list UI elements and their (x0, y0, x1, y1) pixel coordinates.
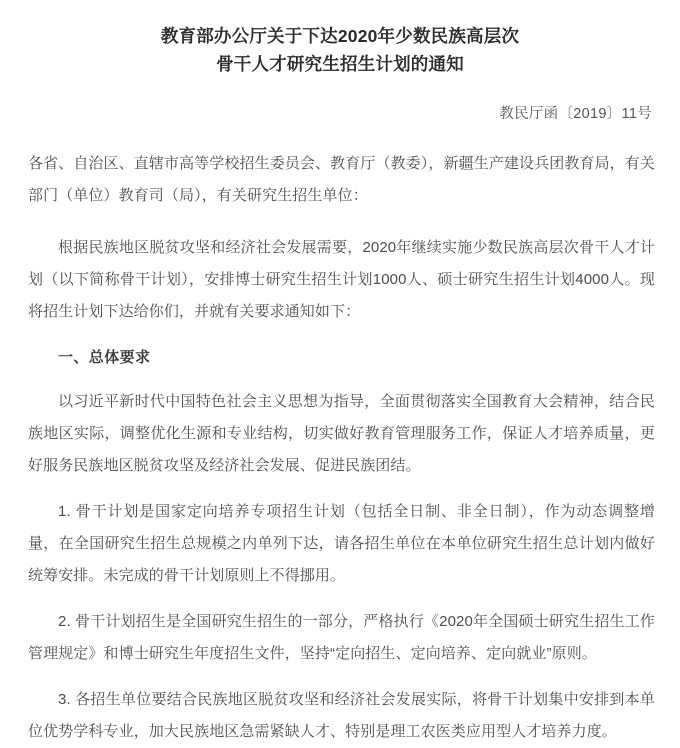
document-title (0, 0, 680, 78)
section-item-2: 2. 骨干计划招生是全国研究生招生的一部分，严格执行《2020年全国硕士研究生招生工作管理规定》和博士研究生年度招生文件，坚持“定向招生、定向培养、定向就业”原则。 (28, 613, 655, 662)
document-serial-number: 教民厅函〔2019〕11号 (499, 106, 652, 122)
addressee-paragraph: 各省、自治区、直辖市高等学校招生委员会、教育厅（教委），新疆生产建设兵团教育局，有关部门（单位）教育司（局），有关研究生招生单位： (28, 155, 655, 204)
document-title-line-2: 骨干人才研究生招生计划的通知 (216, 54, 464, 74)
section-item-1: 1. 骨干计划是国家定向培养专项招生计划（包括全日制、非全日制），作为动态调整增量，在全国研究生招生总规模之内单列下达，请各招生单位在本单位研究生招生总计划内做好统筹安排。未完成的骨干计划原则上不得挪用。 (28, 503, 655, 584)
intro-paragraph: 根据民族地区脱贫攻坚和经济社会发展需要，2020年继续实施少数民族高层次骨干人才计划（以下简称骨干计划），安排博士研究生招生计划1000人、硕士研究生招生计划4000人。现将招生计划下达给你们，并就有关要求通知如下： (28, 239, 655, 320)
document-body (0, 126, 680, 748)
document-title-line-1: 教育部办公厅关于下达2020年少数民族高层次 (160, 26, 520, 46)
section-item-3: 3. 各招生单位要结合民族地区脱贫攻坚和经济社会发展实际，将骨干计划集中安排到本单位优势学科专业，加大民族地区急需紧缺人才、特别是理工农医类应用型人才培养力度。 (28, 691, 655, 740)
section-lead-paragraph: 以习近平新时代中国特色社会主义思想为指导，全面贯彻落实全国教育大会精神，结合民族地区实际，调整优化生源和专业结构，切实做好教育管理服务工作，保证人才培养质量，更好服务民族地区脱贫攻坚及经济社会发展、促进民族团结。 (28, 393, 655, 474)
section-heading-overall-requirements: 一、总体要求 (58, 349, 151, 366)
